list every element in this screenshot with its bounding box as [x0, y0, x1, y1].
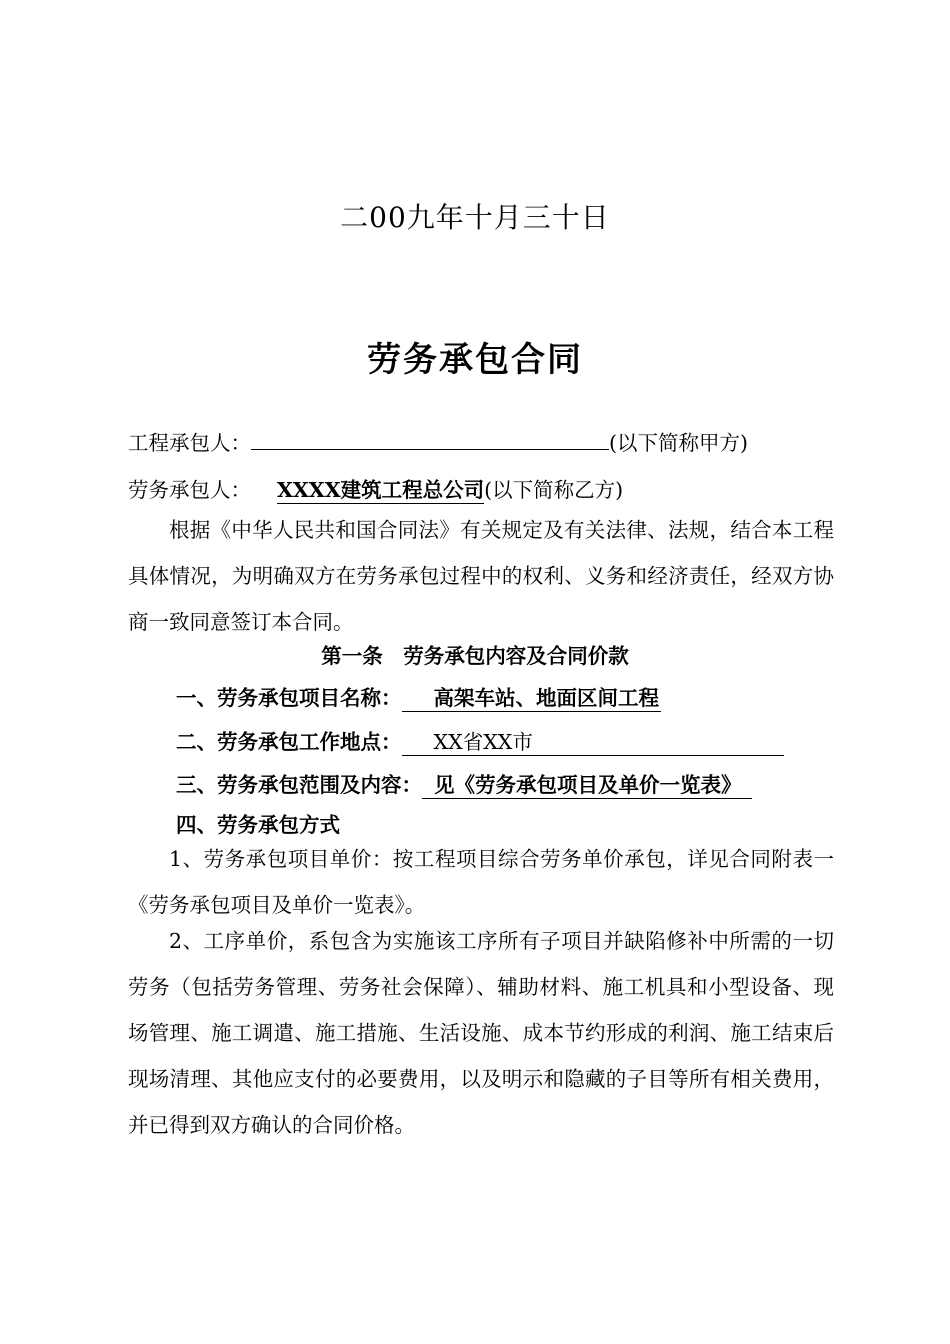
contract-date: 二00九年十月三十日	[340, 201, 610, 234]
employer-suffix: (以下简称甲方)	[609, 431, 748, 455]
item2-value: XX省XX市	[402, 731, 784, 756]
contractor-name-field: XXXX建筑工程总公司	[277, 478, 485, 502]
item2-label: 二、劳务承包工作地点：	[176, 730, 402, 754]
article1-heading: 第一条 劳务承包内容及合同价款	[321, 644, 629, 668]
item3-line	[176, 768, 886, 799]
item3-label: 三、劳务承包范围及内容：	[176, 773, 422, 797]
item1-value: 高架车站、地面区间工程	[402, 687, 662, 712]
item1-line	[176, 681, 886, 712]
contractor-line	[128, 473, 838, 504]
contractor-suffix: (以下简称乙方)	[484, 478, 624, 502]
employer-label: 工程承包人：	[128, 431, 251, 455]
employer-blank-field	[251, 449, 609, 450]
item2-line	[176, 725, 886, 756]
paragraph-unit-price: 1、劳务承包项目单价：按工程项目综合劳务单价承包，详见合同附表一《劳务承包项目及单价一览表》。	[128, 847, 834, 917]
employer-line	[128, 426, 838, 456]
paragraph-process-price: 2、工序单价，系包含为实施该工序所有子项目并缺陷修补中所需的一切劳务（包括劳务管理、劳务社会保障）、辅助材料、施工机具和小型设备、现场管理、施工调遣、施工措施、生活设施、成本节约形成的利润、施工结束后现场清理、其他应支付的必要费用，以及明示和隐藏的子目等所有相关费用，并已得到双方确认的合同价格。	[128, 929, 834, 1137]
contract-title: 劳务承包合同	[367, 340, 583, 380]
item3-value: 见《劳务承包项目及单价一览表》	[422, 774, 752, 799]
intro-paragraph: 根据《中华人民共和国合同法》有关规定及有关法律、法规，结合本工程具体情况，为明确双方在劳务承包过程中的权利、义务和经济责任，经双方协商一致同意签订本合同。	[128, 518, 834, 634]
contractor-label: 劳务承包人：	[128, 478, 251, 502]
item4-line: 四、劳务承包方式	[176, 813, 340, 837]
item1-label: 一、劳务承包项目名称：	[176, 686, 402, 710]
